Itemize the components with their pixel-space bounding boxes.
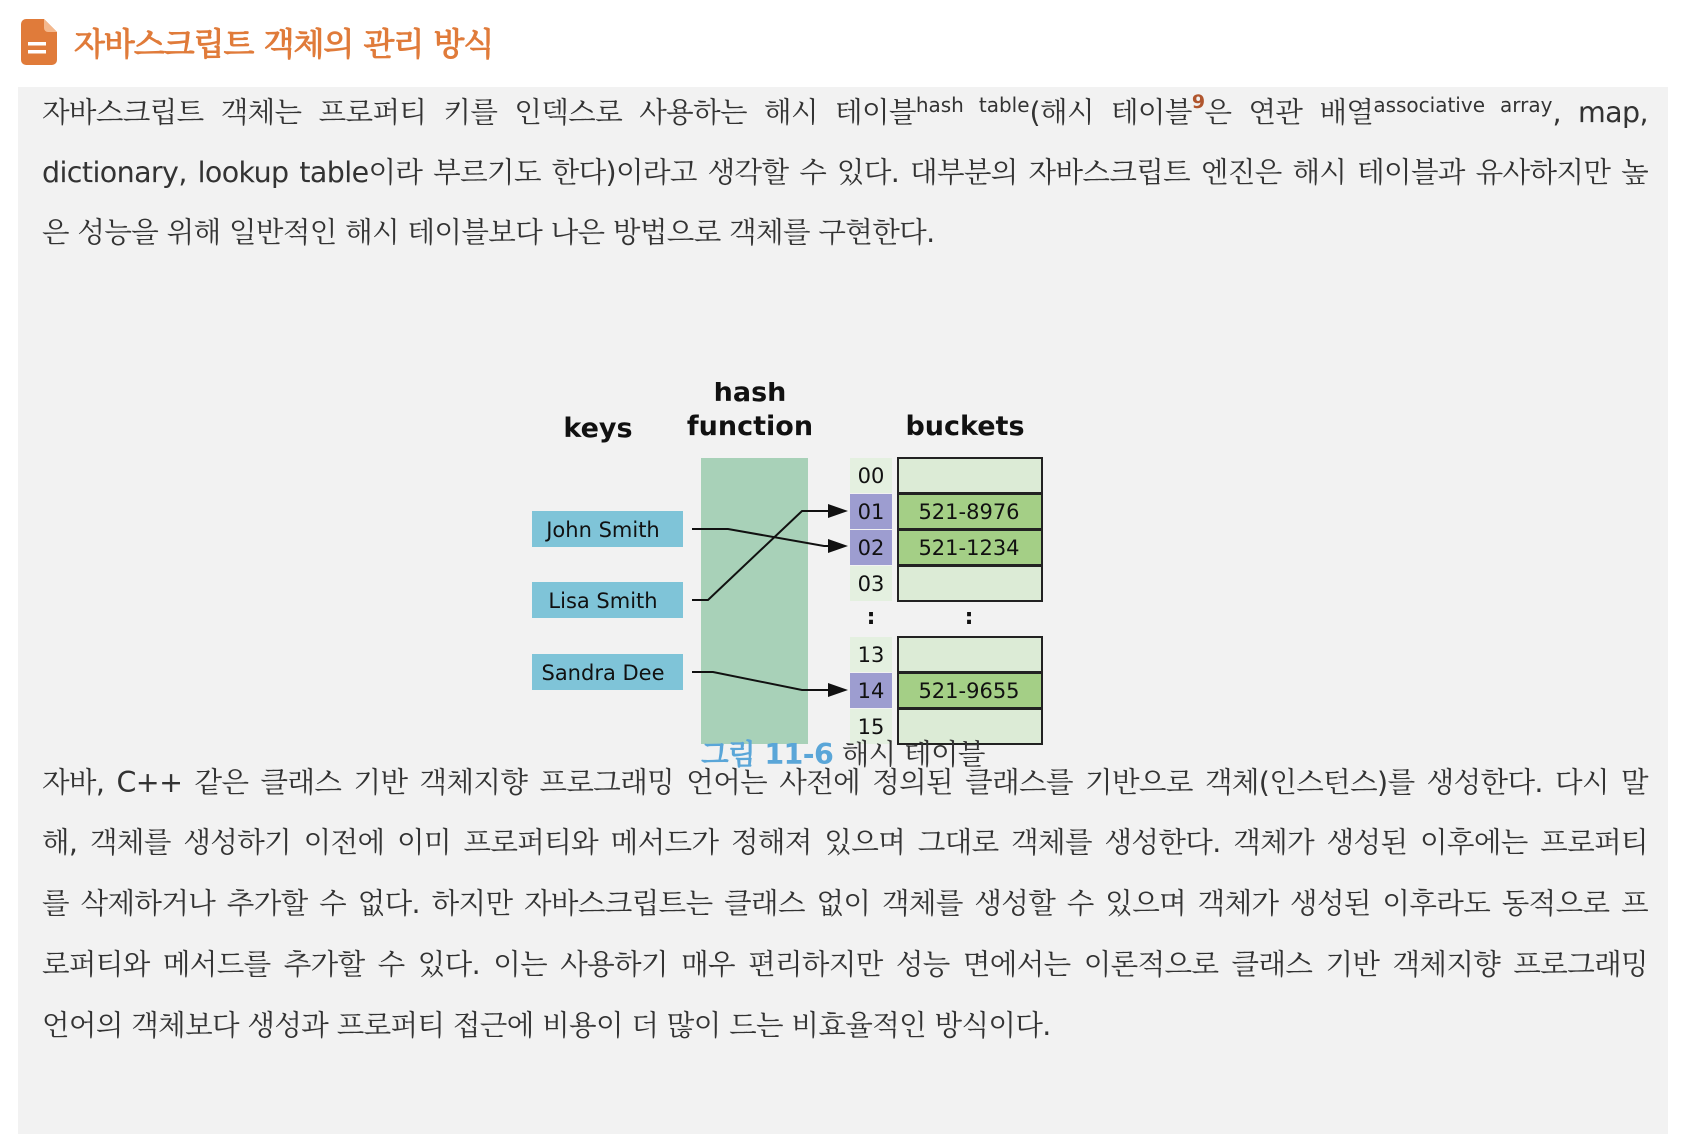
bucket-13 — [898, 637, 1042, 672]
index-02: 02 — [857, 536, 885, 560]
footnote-marker[interactable]: 9 — [1191, 91, 1205, 113]
bucket-03 — [898, 566, 1042, 601]
figure-label: 그림 11-6 — [701, 738, 834, 771]
index-01: 01 — [857, 500, 885, 524]
key-label-sandra: Sandra Dee — [541, 661, 665, 685]
index-14: 14 — [857, 679, 885, 703]
index-13: 13 — [857, 643, 885, 667]
hash-table-diagram — [532, 382, 1062, 762]
arrowhead-lisa — [828, 504, 848, 518]
para2-line-3: 를 삭제하거나 추가할 수 없다. 하지만 자바스크립트는 클래스 없이 객체를 생성할 수 있으며 객체가 생성된 이후라도 동적으로 프 — [42, 887, 1648, 920]
para2-line-1: 자바, C++ 같은 클래스 기반 객체지향 프로그래밍 언어는 사전에 정의된 클래스를 기반으로 객체(인스턴스)를 생성한다. 다시 말 — [42, 766, 1648, 799]
index-00: 00 — [857, 464, 885, 488]
arrowhead-sandra — [828, 683, 848, 697]
para2-line-4: 로퍼티와 메서드를 추가할 수 있다. 이는 사용하기 매우 편리하지만 성능 면에서는 이론적으로 클래스 기반 객체지향 프로그래밍 — [42, 948, 1648, 981]
arrowhead-john — [828, 539, 848, 553]
para1-line-3: 은 성능을 위해 일반적인 해시 테이블보다 나은 방법으로 객체를 구현한다. — [42, 216, 935, 249]
bucket-00 — [898, 458, 1042, 493]
section-header — [18, 12, 493, 72]
para1-line-2: dictionary, lookup table이라 부르기도 한다)이라고 생각할 수 있다. 대부분의 자바스크립트 엔진은 해시 테이블과 유사하지만 높 — [42, 156, 1648, 189]
bucket-value-14: 521-9655 — [918, 679, 1020, 703]
para1-line-1: 자바스크립트 객체는 프로퍼티 키를 인덱스로 사용하는 해시 테이블$^{hash table}$(해시 테이블$^9$은 연관 배열$^{associative array}$, map, — [42, 91, 1648, 129]
key-label-lisa: Lisa Smith — [548, 589, 658, 613]
bucket-value-01: 521-8976 — [918, 500, 1020, 524]
hash-header-2: function — [686, 411, 814, 442]
hash-header-1: hash — [713, 382, 787, 408]
hash-function-box — [701, 458, 808, 744]
para2-line-2: 해, 객체를 생성하기 이전에 이미 프로퍼티와 메서드가 정해져 있으며 그대로 객체를 생성한다. 객체가 생성된 이후에는 프로퍼티 — [42, 826, 1648, 859]
bucket-value-02: 521-1234 — [918, 536, 1020, 560]
index-03: 03 — [857, 572, 885, 596]
document-icon — [18, 18, 58, 66]
buckets-header: buckets — [905, 411, 1025, 442]
figure-text: 해시 테이블 — [841, 738, 985, 771]
section-title: 자바스크립트 객체의 관리 방식 — [74, 25, 494, 63]
keys-header: keys — [563, 413, 633, 444]
index-ellipsis: : — [866, 605, 876, 630]
para2-line-5: 언어의 객체보다 생성과 프로퍼티 접근에 비용이 더 많이 드는 비효율적인 방식이다. — [42, 1009, 1051, 1042]
content-panel — [18, 87, 1668, 1134]
index-15: 15 — [857, 715, 885, 739]
key-label-john: John Smith — [546, 518, 660, 542]
bucket-ellipsis: : — [964, 605, 974, 630]
